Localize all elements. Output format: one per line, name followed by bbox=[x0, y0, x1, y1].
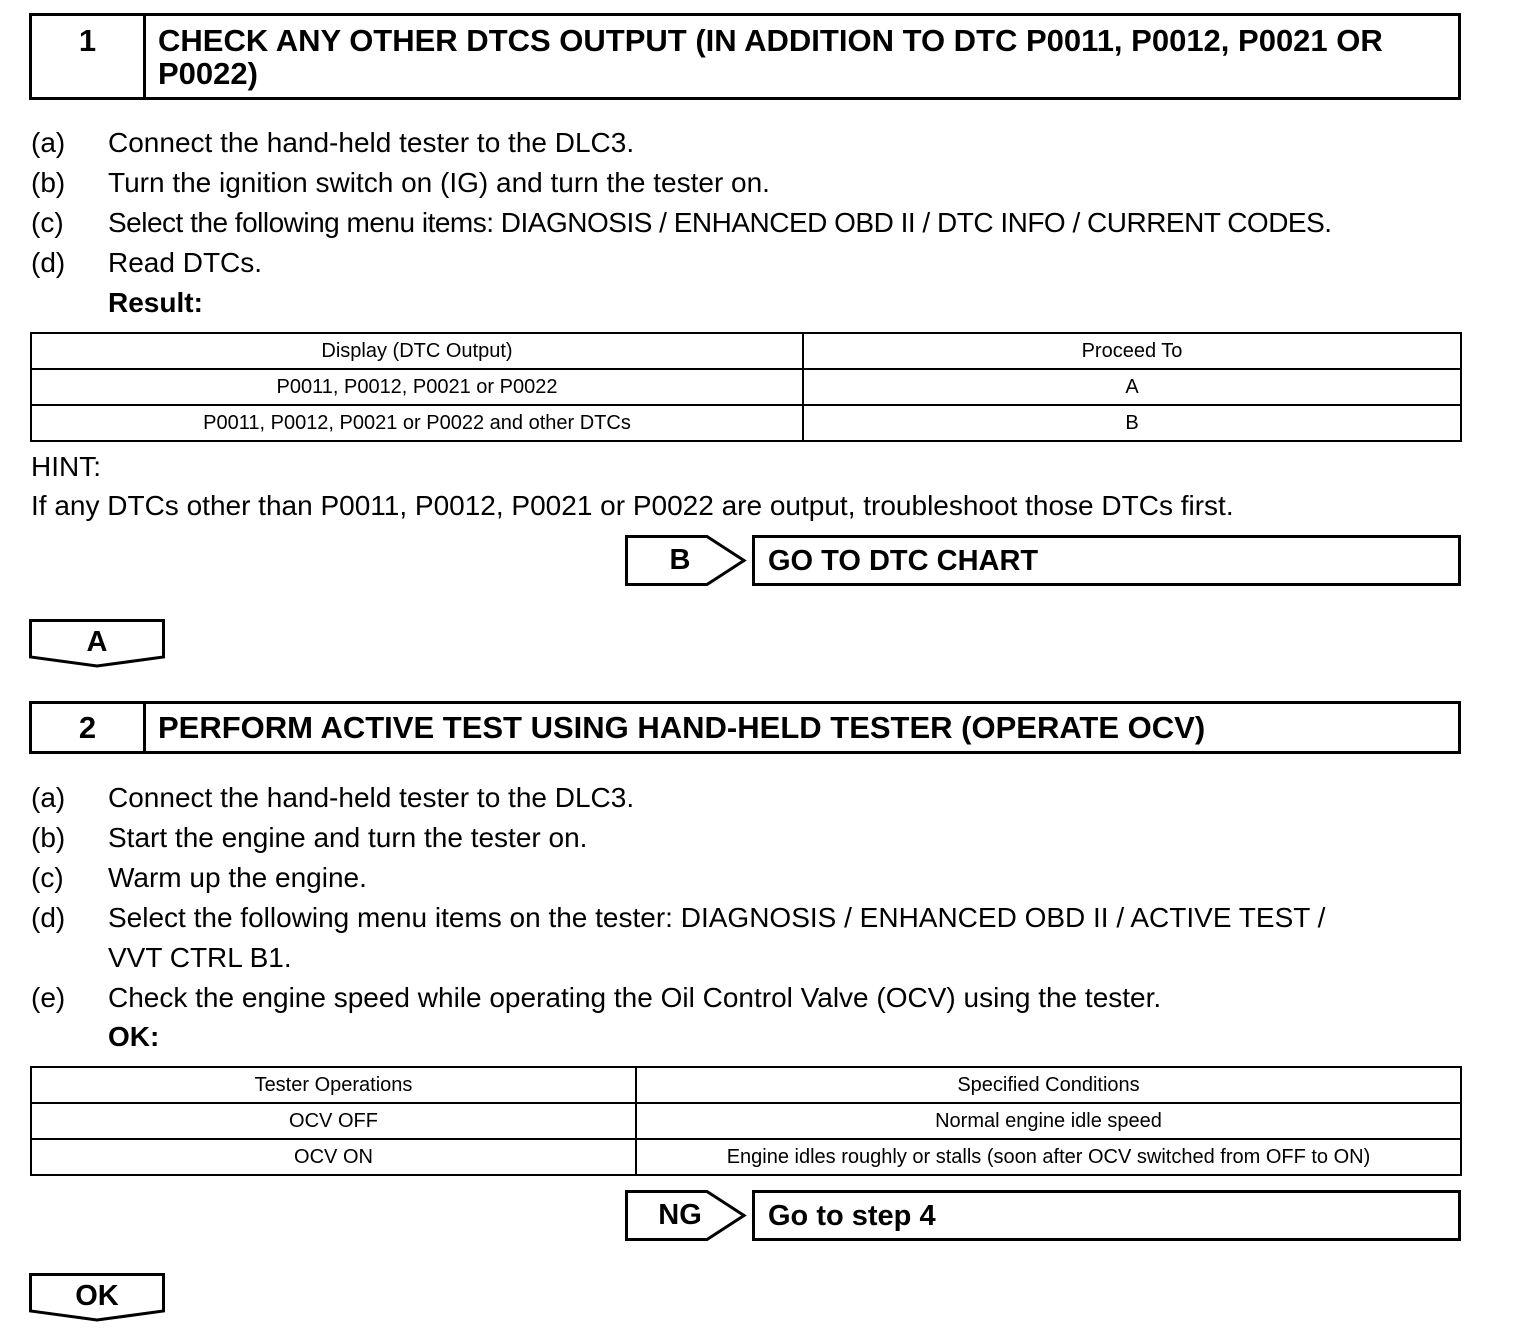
result-table bbox=[30, 332, 1462, 442]
continue-label: A bbox=[86, 626, 108, 658]
instruction-letter: (b) bbox=[31, 822, 66, 853]
instruction-letter: (a) bbox=[31, 127, 66, 158]
instruction-letter: (e) bbox=[31, 982, 66, 1013]
instruction-text: Turn the ignition switch on (IG) and turn the tester on. bbox=[108, 167, 770, 198]
step-number: 2 bbox=[32, 704, 146, 751]
table-header-cell: Proceed To bbox=[803, 333, 1461, 369]
table-header-cell: Tester Operations bbox=[31, 1067, 636, 1103]
table-cell: Normal engine idle speed bbox=[636, 1103, 1461, 1139]
step-1-header bbox=[29, 13, 1461, 100]
table-cell: A bbox=[803, 369, 1461, 405]
instruction-letter: (c) bbox=[31, 862, 64, 893]
instruction-letter: (c) bbox=[31, 207, 64, 238]
hint-text: If any DTCs other than P0011, P0012, P0021 or P0022 are output, troubleshoot those DTCs first. bbox=[31, 490, 1234, 521]
instruction-text: Connect the hand-held tester to the DLC3. bbox=[108, 127, 635, 158]
table-row bbox=[31, 1103, 1461, 1139]
table-cell: Engine idles roughly or stalls (soon after OCV switched from OFF to ON) bbox=[636, 1139, 1461, 1175]
instruction-text: VVT CTRL B1. bbox=[108, 942, 292, 973]
branch-label: B bbox=[669, 544, 691, 576]
instruction-text: Connect the hand-held tester to the DLC3. bbox=[108, 782, 635, 813]
table-cell: P0011, P0012, P0021 or P0022 bbox=[31, 369, 803, 405]
branch-result-box: GO TO DTC CHART bbox=[752, 535, 1461, 586]
result-label: Result: bbox=[108, 287, 203, 318]
instruction-letter: (b) bbox=[31, 167, 66, 198]
branch-result-box: Go to step 4 bbox=[752, 1190, 1461, 1241]
instruction-text: Start the engine and turn the tester on. bbox=[108, 822, 588, 853]
instruction-letter: (d) bbox=[31, 247, 66, 278]
instruction-text: Select the following menu items: DIAGNOSIS / ENHANCED OBD II / DTC INFO / CURRENT CODES. bbox=[108, 207, 1332, 238]
instruction-text: Select the following menu items on the tester: DIAGNOSIS / ENHANCED OBD II / ACTIVE TEST / bbox=[108, 902, 1326, 933]
step-number: 1 bbox=[32, 16, 146, 97]
instruction-text: Warm up the engine. bbox=[108, 862, 367, 893]
step-title: PERFORM ACTIVE TEST USING HAND-HELD TESTER (OPERATE OCV) bbox=[158, 710, 1206, 745]
table-cell: OCV ON bbox=[31, 1139, 636, 1175]
ok-label: OK: bbox=[108, 1021, 160, 1052]
instruction-letter: (a) bbox=[31, 782, 66, 813]
step-2-header bbox=[29, 701, 1461, 754]
table-cell: B bbox=[803, 405, 1461, 441]
branch-label: NG bbox=[658, 1199, 702, 1231]
instruction-letter: (d) bbox=[31, 902, 66, 933]
table-cell: P0011, P0012, P0021 or P0022 and other DTCs bbox=[31, 405, 803, 441]
ok-table bbox=[30, 1066, 1462, 1176]
table-row bbox=[31, 1139, 1461, 1175]
table-cell: OCV OFF bbox=[31, 1103, 636, 1139]
instruction-text: Check the engine speed while operating the Oil Control Valve (OCV) using the tester. bbox=[108, 982, 1162, 1013]
table-row bbox=[31, 369, 1461, 405]
table-header-row bbox=[31, 333, 1461, 369]
step-title: CHECK ANY OTHER DTCS OUTPUT (IN ADDITION TO DTC P0011, P0012, P0021 OR P0022) bbox=[158, 23, 1383, 91]
hint-label: HINT: bbox=[31, 451, 101, 482]
table-header-row bbox=[31, 1067, 1461, 1103]
instruction-text: Read DTCs. bbox=[108, 247, 263, 278]
table-row bbox=[31, 405, 1461, 441]
table-header-cell: Specified Conditions bbox=[636, 1067, 1461, 1103]
continue-label: OK bbox=[75, 1280, 119, 1312]
table-header-cell: Display (DTC Output) bbox=[31, 333, 803, 369]
